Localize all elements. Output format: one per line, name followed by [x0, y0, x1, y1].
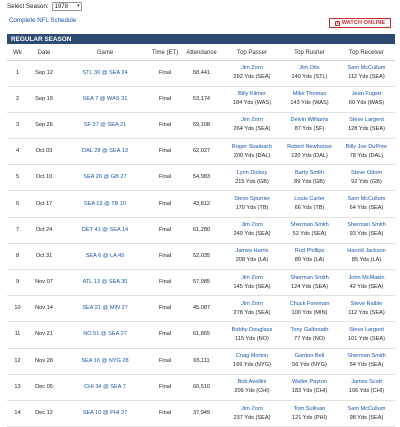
- top-rusher-link[interactable]: Tom Sullivan: [293, 405, 326, 412]
- top-passer-link[interactable]: Jim Zorn: [241, 405, 263, 412]
- attendance-cell: 60,510: [180, 374, 223, 400]
- top-passer-yards: 184 Yds (WAS): [232, 100, 272, 107]
- top-passer-cell: [223, 296, 281, 322]
- time-cell: Final: [150, 243, 180, 269]
- top-passer-link[interactable]: Jim Zorn: [241, 65, 263, 72]
- top-rusher-link[interactable]: Rod Phillips: [294, 248, 325, 255]
- game-score[interactable]: STL 30 @ SEA 24: [82, 69, 128, 76]
- attendance-cell: 59,108: [180, 112, 223, 138]
- table-row: [7, 217, 395, 243]
- date-cell: Nov 14: [28, 296, 60, 322]
- attendance-cell: 58,441: [180, 60, 223, 86]
- top-receiver-cell: [338, 270, 395, 296]
- top-rusher-yards: 87 Yds (SF): [294, 126, 325, 133]
- week-cell: 2: [7, 86, 28, 112]
- game-link[interactable]: [60, 112, 150, 138]
- game-link[interactable]: [60, 243, 150, 269]
- top-receiver-yards: 64 Yds (SEA): [349, 205, 384, 212]
- top-passer-yards: 145 Yds (SEA): [233, 283, 271, 290]
- week-cell: 12: [7, 348, 28, 374]
- top-rusher-link[interactable]: Barty Smith: [295, 169, 324, 176]
- top-passer-link[interactable]: Billy Kilmer: [238, 91, 266, 98]
- top-rusher-link[interactable]: Sherman Smith: [290, 274, 329, 281]
- top-receiver-cell: [338, 112, 395, 138]
- col-header-top-receiver: Top Receiver: [338, 47, 395, 60]
- top-rusher-cell: [281, 217, 338, 243]
- top-passer-yards: 209 Yds (CHI): [234, 388, 270, 395]
- top-rusher-yards: 89 Yds (GB): [294, 178, 325, 185]
- attendance-cell: 52,035: [180, 243, 223, 269]
- top-passer-yards: 237 Yds (SEA): [233, 414, 271, 421]
- top-receiver-yards: 60 Yds (WAS): [348, 100, 385, 107]
- game-link[interactable]: [60, 165, 150, 191]
- top-passer-cell: [223, 374, 281, 400]
- top-rusher-cell: [281, 400, 338, 426]
- date-cell: Dec 05: [28, 374, 60, 400]
- top-passer-cell: [223, 191, 281, 217]
- table-row: [7, 400, 395, 426]
- top-rusher-cell: [281, 165, 338, 191]
- table-body: [7, 60, 395, 427]
- week-cell: 10: [7, 296, 28, 322]
- top-passer-cell: [223, 270, 281, 296]
- top-rusher-yards: 120 Yds (DAL): [291, 152, 328, 159]
- game-link[interactable]: [60, 400, 150, 426]
- top-passer-cell: [223, 165, 281, 191]
- top-receiver-link[interactable]: Sherman Smith: [347, 353, 386, 360]
- table-row: [7, 191, 395, 217]
- top-rusher-yards: 89 Yds (LA): [294, 257, 325, 264]
- top-rusher-yards: 77 Yds (NO): [294, 335, 325, 342]
- top-passer-cell: [223, 86, 281, 112]
- top-receiver-yards: 92 Yds (GB): [351, 178, 382, 185]
- date-cell: Oct 31: [28, 243, 60, 269]
- top-rusher-cell: [281, 86, 338, 112]
- date-cell: Oct 17: [28, 191, 60, 217]
- top-receiver-yards: 54 Yds (SEA): [349, 362, 384, 369]
- week-cell: 6: [7, 191, 28, 217]
- col-header-top-passer: Top Passer: [223, 47, 281, 60]
- top-passer-link[interactable]: Jim Zorn: [241, 274, 263, 281]
- top-rusher-link[interactable]: Delvin Williams: [290, 117, 329, 124]
- game-link[interactable]: [60, 60, 150, 86]
- top-rusher-yards: 100 Yds (MIN): [291, 309, 328, 316]
- table-row: [7, 112, 395, 138]
- top-receiver-link[interactable]: Sam McCullum: [347, 405, 386, 412]
- top-passer-yards: 292 Yds (SEA): [233, 74, 271, 81]
- attendance-cell: 54,983: [180, 165, 223, 191]
- game-link[interactable]: [60, 296, 150, 322]
- top-rusher-link[interactable]: Tony Galbreath: [290, 326, 329, 333]
- attendance-cell: 57,985: [180, 270, 223, 296]
- attendance-cell: 45,087: [180, 296, 223, 322]
- game-score[interactable]: ATL 13 @ SEA 30: [82, 279, 128, 286]
- game-link[interactable]: [60, 86, 150, 112]
- attendance-cell: 53,174: [180, 86, 223, 112]
- game-score[interactable]: SEA 16 @ NYG 28: [81, 357, 129, 364]
- play-icon: [335, 21, 340, 26]
- time-cell: Final: [150, 191, 180, 217]
- top-rusher-link[interactable]: Jim Otis: [299, 65, 320, 72]
- week-cell: 13: [7, 374, 28, 400]
- watch-online-label: WATCH ONLINE: [341, 20, 386, 26]
- attendance-cell: 43,812: [180, 191, 223, 217]
- time-cell: Final: [150, 296, 180, 322]
- top-receiver-link[interactable]: Billy Joe DuPree: [345, 143, 388, 150]
- top-receiver-cell: [338, 348, 395, 374]
- top-rusher-cell: [281, 191, 338, 217]
- top-passer-cell: [223, 243, 281, 269]
- time-cell: Final: [150, 348, 180, 374]
- top-rusher-cell: [281, 270, 338, 296]
- week-cell: 3: [7, 112, 28, 138]
- top-passer-link[interactable]: Steve Spurrier: [234, 196, 270, 203]
- time-cell: Final: [150, 165, 180, 191]
- top-rusher-link[interactable]: Louis Carter: [294, 196, 325, 203]
- table-row: [7, 243, 395, 269]
- complete-schedule-link[interactable]: Complete NFL Schedule: [9, 17, 77, 24]
- date-cell: Sep 12: [28, 60, 60, 86]
- time-cell: Final: [150, 139, 180, 165]
- top-rusher-yards: 140 Yds (STL): [291, 74, 328, 81]
- attendance-cell: 61,865: [180, 322, 223, 348]
- week-cell: 9: [7, 270, 28, 296]
- date-cell: Nov 21: [28, 322, 60, 348]
- top-receiver-link[interactable]: Steve Odom: [350, 169, 383, 176]
- chevron-down-icon: ▾: [77, 3, 80, 9]
- top-rusher-cell: [281, 139, 338, 165]
- top-receiver-cell: [338, 191, 395, 217]
- top-receiver-link[interactable]: Steve Largent: [349, 117, 384, 124]
- season-selector-row: [7, 1, 82, 12]
- top-receiver-yards: 93 Yds (SEA): [349, 231, 384, 238]
- attendance-cell: 62,027: [180, 139, 223, 165]
- table-header-row: [7, 47, 395, 60]
- top-rusher-yards: 124 Yds (SEA): [291, 283, 328, 290]
- top-rusher-yards: 56 Yds (NYG): [292, 362, 327, 369]
- top-passer-yards: 170 Yds (TB): [235, 205, 269, 212]
- top-rusher-yards: 52 Yds (SEA): [292, 231, 327, 238]
- top-receiver-link[interactable]: Jean Fugett: [351, 91, 382, 98]
- date-cell: Nov 28: [28, 348, 60, 374]
- game-score[interactable]: SEA 13 @ TB 10: [83, 200, 127, 207]
- week-cell: 8: [7, 243, 28, 269]
- top-passer-cell: [223, 400, 281, 426]
- date-cell: Sep 26: [28, 112, 60, 138]
- top-passer-yards: 208 Yds (LA): [235, 257, 269, 264]
- top-rusher-cell: [281, 112, 338, 138]
- game-score[interactable]: SEA 10 @ PHI 27: [82, 410, 128, 417]
- top-receiver-cell: [338, 60, 395, 86]
- top-passer-yards: 249 Yds (SEA): [233, 231, 271, 238]
- section-title: REGULAR SEASON: [11, 35, 72, 43]
- top-rusher-link[interactable]: Robert Newhouse: [287, 143, 332, 150]
- time-cell: Final: [150, 400, 180, 426]
- top-receiver-cell: [338, 139, 395, 165]
- top-receiver-cell: [338, 374, 395, 400]
- top-rusher-yards: 121 Yds (PHI): [291, 414, 328, 421]
- top-rusher-cell: [281, 60, 338, 86]
- attendance-cell: 61,280: [180, 217, 223, 243]
- top-passer-link[interactable]: Bob Avellini: [237, 379, 267, 386]
- time-cell: Final: [150, 374, 180, 400]
- top-receiver-yards: 128 Yds (SEA): [348, 126, 385, 133]
- top-rusher-cell: [281, 348, 338, 374]
- game-link[interactable]: [60, 217, 150, 243]
- top-receiver-cell: [338, 86, 395, 112]
- top-passer-link[interactable]: Jim Zorn: [241, 117, 263, 124]
- top-passer-link[interactable]: James Harris: [235, 248, 269, 255]
- top-rusher-link[interactable]: Sherman Smith: [290, 222, 329, 229]
- top-rusher-link[interactable]: Gordon Bell: [294, 353, 325, 360]
- date-cell: Dec 12: [28, 400, 60, 426]
- top-receiver-yards: 42 Yds (SEA): [349, 283, 384, 290]
- week-cell: 4: [7, 139, 28, 165]
- game-score[interactable]: CHI 34 @ SEA 7: [84, 383, 126, 390]
- top-rusher-cell: [281, 243, 338, 269]
- top-receiver-link[interactable]: Sherman Smith: [347, 222, 386, 229]
- date-cell: Nov 07: [28, 270, 60, 296]
- col-header-attendance: Attendance: [180, 47, 223, 60]
- top-receiver-link[interactable]: Sam McCullum: [347, 65, 386, 72]
- game-score[interactable]: SEA 7 @ WAS 31: [82, 95, 128, 102]
- date-cell: Oct 03: [28, 139, 60, 165]
- top-receiver-link[interactable]: Sam McCullum: [347, 196, 386, 203]
- top-passer-link[interactable]: Craig Morton: [235, 353, 269, 360]
- top-rusher-yards: 66 Yds (TB): [294, 205, 325, 212]
- game-score[interactable]: SEA 21 @ MIN 27: [82, 305, 128, 312]
- table-row: [7, 348, 395, 374]
- top-passer-cell: [223, 139, 281, 165]
- top-receiver-link[interactable]: Steve Raible: [350, 300, 383, 307]
- top-passer-yards: 264 Yds (SEA): [233, 126, 271, 133]
- top-receiver-cell: [338, 165, 395, 191]
- season-select[interactable]: [52, 2, 82, 11]
- top-receiver-link[interactable]: John McMakin: [348, 274, 385, 281]
- season-value: 1978: [54, 3, 68, 10]
- top-receiver-yards: 98 Yds (SEA): [349, 414, 384, 421]
- table-row: [7, 165, 395, 191]
- top-receiver-yards: 78 Yds (DAL): [349, 152, 384, 159]
- game-score[interactable]: SEA 20 @ GB 27: [83, 174, 127, 181]
- top-passer-yards: 278 Yds (SEA): [233, 309, 271, 316]
- time-cell: Final: [150, 322, 180, 348]
- top-rusher-yards: 183 Yds (CHI): [291, 388, 328, 395]
- top-passer-link[interactable]: Jim Zorn: [241, 222, 263, 229]
- game-score[interactable]: DAL 28 @ SEA 13: [82, 148, 128, 155]
- date-cell: Sep 19: [28, 86, 60, 112]
- top-receiver-yards: 106 Yds (CHI): [348, 388, 385, 395]
- game-score[interactable]: SF 37 @ SEA 21: [83, 121, 127, 128]
- week-cell: 1: [7, 60, 28, 86]
- top-passer-yards: 200 Yds (DAL): [233, 152, 271, 159]
- game-link[interactable]: [60, 139, 150, 165]
- top-rusher-yards: 143 Yds (WAS): [290, 100, 329, 107]
- table-row: [7, 270, 395, 296]
- top-receiver-yards: 112 Yds (SEA): [348, 74, 385, 81]
- week-cell: 14: [7, 400, 28, 426]
- top-receiver-cell: [338, 243, 395, 269]
- top-passer-yards: 115 Yds (NO): [235, 335, 269, 342]
- game-link[interactable]: [60, 374, 150, 400]
- watch-online-button[interactable]: [329, 18, 391, 28]
- top-rusher-link[interactable]: Mike Thomas: [292, 91, 327, 98]
- col-header-time: Time (ET): [150, 47, 180, 60]
- week-cell: 7: [7, 217, 28, 243]
- top-receiver-yards: 85 Yds (LA): [351, 257, 382, 264]
- top-receiver-cell: [338, 322, 395, 348]
- date-cell: Oct 10: [28, 165, 60, 191]
- col-header-wk: Wk: [7, 47, 28, 60]
- table-row: [7, 60, 395, 86]
- top-passer-link[interactable]: Bobby Douglass: [231, 326, 273, 333]
- top-rusher-cell: [281, 296, 338, 322]
- time-cell: Final: [150, 270, 180, 296]
- season-label: Select Season:: [7, 3, 49, 10]
- time-cell: Final: [150, 60, 180, 86]
- top-rusher-link[interactable]: Walter Payton: [292, 379, 327, 386]
- top-receiver-yards: 101 Yds (SEA): [348, 335, 385, 342]
- top-passer-cell: [223, 112, 281, 138]
- time-cell: Final: [150, 86, 180, 112]
- top-passer-link[interactable]: Jim Zorn: [241, 300, 263, 307]
- game-link[interactable]: [60, 270, 150, 296]
- top-receiver-link[interactable]: Steve Largent: [349, 326, 384, 333]
- game-link[interactable]: [60, 348, 150, 374]
- top-receiver-link[interactable]: Harold Jackson: [347, 248, 386, 255]
- col-header-game: Game: [60, 47, 150, 60]
- top-rusher-cell: [281, 322, 338, 348]
- top-passer-cell: [223, 217, 281, 243]
- section-header: [7, 34, 395, 44]
- attendance-cell: 65,111: [180, 348, 223, 374]
- top-passer-link[interactable]: Roger Staubach: [231, 143, 273, 150]
- table-row: [7, 374, 395, 400]
- date-cell: Oct 24: [28, 217, 60, 243]
- top-receiver-cell: [338, 400, 395, 426]
- top-passer-cell: [223, 60, 281, 86]
- game-score[interactable]: NO 51 @ SEA 27: [83, 331, 127, 338]
- col-header-top-rusher: Top Rusher: [281, 47, 338, 60]
- top-receiver-cell: [338, 296, 395, 322]
- top-passer-yards: 215 Yds (GB): [235, 178, 269, 185]
- game-score[interactable]: DET 41 @ SEA 14: [81, 226, 129, 233]
- top-passer-cell: [223, 322, 281, 348]
- week-cell: 5: [7, 165, 28, 191]
- time-cell: Final: [150, 112, 180, 138]
- top-passer-cell: [223, 348, 281, 374]
- table-row: [7, 296, 395, 322]
- game-link[interactable]: [60, 191, 150, 217]
- top-rusher-cell: [281, 374, 338, 400]
- schedule-table: [7, 47, 395, 427]
- game-link[interactable]: [60, 322, 150, 348]
- top-passer-yards: 169 Yds (NYG): [233, 362, 271, 369]
- col-header-date: Date: [28, 47, 60, 60]
- top-receiver-yards: 112 Yds (SEA): [348, 309, 385, 316]
- game-score[interactable]: SEA 6 @ LA 45: [85, 252, 125, 259]
- table-row: [7, 139, 395, 165]
- top-passer-link[interactable]: Lynn Dickey: [236, 169, 268, 176]
- top-receiver-cell: [338, 217, 395, 243]
- top-receiver-link[interactable]: James Scott: [351, 379, 382, 386]
- week-cell: 11: [7, 322, 28, 348]
- attendance-cell: 37,949: [180, 400, 223, 426]
- top-rusher-link[interactable]: Chuck Foreman: [289, 300, 330, 307]
- table-row: [7, 322, 395, 348]
- time-cell: Final: [150, 217, 180, 243]
- table-row: [7, 86, 395, 112]
